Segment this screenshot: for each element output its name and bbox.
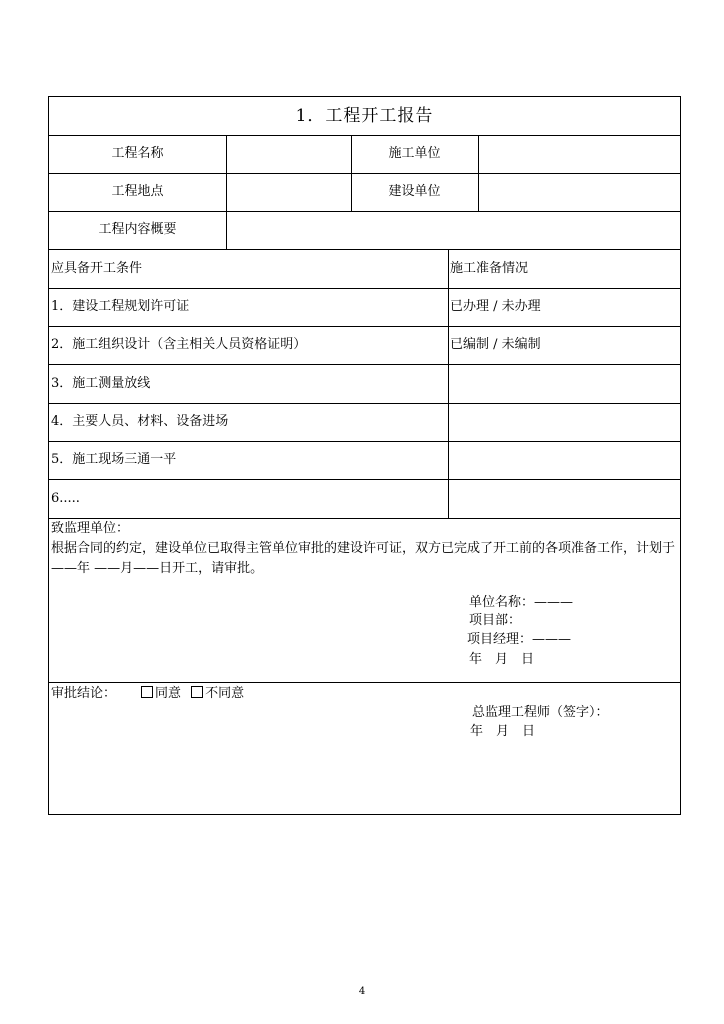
condition-item: 5．施工现场三通一平 [51,452,177,467]
letter-body: 根据合同的约定，建设单位已取得主管单位审批的建设许可证，双方已完成了开工前的各项准备工作，计划于——年 ——月——日开工，请审批。 [51,541,676,576]
owner-unit-label: 建设单位 [388,184,441,199]
conditions-header-right: 施工准备情况 [450,261,529,276]
disagree-checkbox[interactable] [191,686,203,698]
project-summary-label: 工程内容概要 [98,222,177,237]
condition-item: 6..... [51,491,80,506]
condition-item: 1．建设工程规划许可证 [51,299,190,314]
chief-supervisor-signature: 总监理工程师（签字）： [472,705,609,720]
construction-unit-label: 施工单位 [388,146,441,161]
conditions-header-left: 应具备开工条件 [51,261,143,276]
project-manager-line: 项目经理：——— [467,632,572,647]
project-name-label: 工程名称 [111,146,164,161]
row-divider [49,441,680,442]
approval-label: 审批结论： [51,686,117,701]
row-divider [49,682,680,683]
row-divider [49,249,680,250]
page-number: 4 [358,986,366,997]
agree-option[interactable] [141,686,181,701]
disagree-label: 不同意 [205,686,245,701]
row-divider [49,479,680,480]
form-title: 1．工程开工报告 [295,106,434,126]
condition-item: 4．主要人员、材料、设备进场 [51,414,229,429]
project-location-label: 工程地点 [111,184,164,199]
project-summary-field[interactable] [227,212,679,248]
condition-status[interactable]: 已编制 / 未编制 [450,337,541,352]
start-report-form [48,96,681,815]
approval-options [141,686,244,702]
agree-label: 同意 [155,686,182,701]
approval-date: 年 月 日 [470,724,536,739]
row-divider [49,326,680,327]
condition-status[interactable]: 已办理 / 未办理 [450,299,541,314]
disagree-option[interactable] [191,686,244,701]
row-divider [49,403,680,404]
construction-unit-field[interactable] [479,136,679,172]
column-divider [448,249,449,518]
owner-unit-field[interactable] [479,174,679,210]
row-divider [49,288,680,289]
row-divider [49,364,680,365]
condition-item: 2．施工组织设计（含主相关人员资格证明） [51,337,307,352]
project-location-field[interactable] [227,174,350,210]
agree-checkbox[interactable] [141,686,153,698]
letter-recipient: 致监理单位： [51,521,130,536]
row-divider [49,518,680,519]
project-dept-line: 项目部： [469,613,522,628]
condition-item: 3．施工测量放线 [51,376,151,391]
letter-date: 年 月 日 [469,652,535,667]
unit-name-line: 单位名称：——— [469,595,574,610]
project-name-field[interactable] [227,136,350,172]
